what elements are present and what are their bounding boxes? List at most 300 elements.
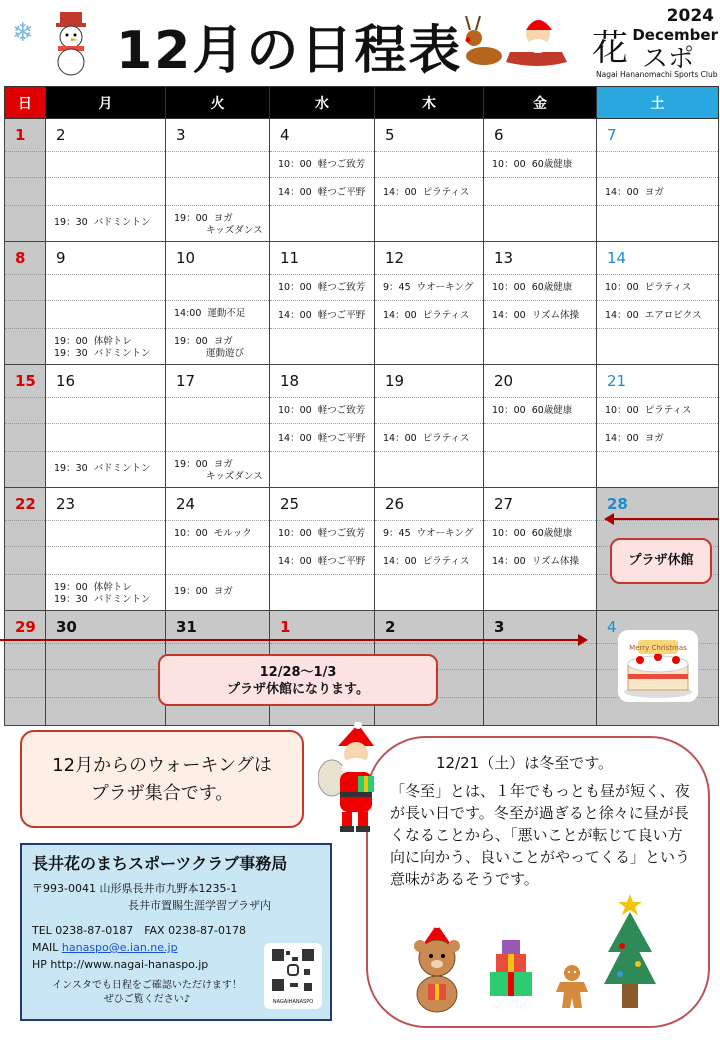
day-number: 19 [385,372,405,390]
day-cell[interactable] [597,365,719,488]
event-item [383,282,473,294]
slot-divider [5,274,45,275]
week-row [5,119,719,242]
day-number: 11 [280,249,300,267]
event-name: ピラティス [644,282,692,293]
slot-divider [5,643,45,644]
event-item [278,159,365,171]
slot-divider [375,151,483,152]
event-time: 14：00 [492,556,526,567]
event-item [278,310,365,322]
slot-divider [597,177,718,178]
day-cell[interactable] [270,242,375,365]
day-cell[interactable] [46,242,166,365]
office-info [20,843,332,1021]
slot-divider [46,151,165,152]
event-item [54,463,151,475]
day-cell[interactable] [375,488,484,611]
slot-divider [270,451,374,452]
event-time: 14：00 [383,187,417,198]
slot-divider [5,151,45,152]
slot-divider [484,274,596,275]
event-time: 9：45 [383,282,411,293]
day-number: 29 [15,618,36,636]
cake-label: Merry Christmas [629,644,687,652]
event-time: 10：00 [605,405,639,416]
slot-divider [46,520,165,521]
event-time: 10：00 [492,159,526,170]
event-item [383,528,473,540]
event-time: 14：00 [383,310,417,321]
christmas-tree-icon [602,894,658,1018]
slot-divider [270,177,374,178]
slot-divider [46,574,165,575]
slot-divider [270,574,374,575]
event-item [174,528,252,540]
header [0,0,720,84]
event-time: 14：00 [278,310,312,321]
slot-divider [484,520,596,521]
event-name: 60歳健康 [531,159,573,170]
day-cell[interactable] [597,119,719,242]
event-time: 19：00 [54,582,88,593]
weekday-header: 金 [484,87,597,119]
event-item [492,310,579,322]
day-cell[interactable] [46,365,166,488]
walking-line2: プラザ集合です。 [90,783,234,804]
event-item [492,528,572,540]
event-item [383,310,469,322]
slot-divider [597,151,718,152]
closed-period-text: プラザ休館になります。 [227,682,369,697]
slot-divider [375,397,483,398]
winter-title: 12/21（土）は冬至です。 [436,754,614,772]
slot-divider [484,697,596,698]
weekday-header: 火 [166,87,270,119]
day-number: 5 [385,126,395,144]
christmas-cake-icon [618,630,698,702]
slot-divider [375,274,483,275]
day-cell[interactable] [5,119,46,242]
slot-divider [375,643,483,644]
event-time: 10：00 [278,282,312,293]
day-cell[interactable] [484,242,597,365]
event-item [492,556,579,568]
day-number: 30 [56,618,77,636]
event-item [54,217,151,229]
office-address1: 〒993-0041 山形県長井市九野本1235-1 [32,882,238,895]
weekday-header: 月 [46,87,166,119]
event-item [605,282,691,294]
day-cell[interactable] [270,488,375,611]
slot-divider [270,520,374,521]
day-cell[interactable] [166,242,270,365]
slot-divider [5,574,45,575]
slot-divider [166,574,269,575]
qr-label: NAGAIHANASPO [272,999,314,1005]
event-time: 10：00 [278,159,312,170]
day-number: 4 [607,618,617,636]
day-cell[interactable] [484,365,597,488]
weekday-header-row [5,87,719,119]
day-cell[interactable] [46,611,166,726]
day-number: 3 [176,126,186,144]
event-item [492,282,572,294]
day-cell[interactable] [484,119,597,242]
slot-divider [270,274,374,275]
event-time: 14：00 [278,433,312,444]
event-time: 10：00 [605,282,639,293]
event-name: キッズダンス [206,225,263,236]
day-number: 4 [280,126,290,144]
logo-month: December [632,26,718,44]
slot-divider [597,423,718,424]
slot-divider [46,274,165,275]
day-cell[interactable] [166,488,270,611]
day-number: 1 [280,618,291,636]
mail-label: MAIL [32,941,62,954]
day-number: 25 [280,495,300,513]
snowman-icon [46,12,96,76]
day-cell[interactable] [46,119,166,242]
slot-divider [484,177,596,178]
event-time: 14：00 [605,187,639,198]
event-item [174,213,263,237]
event-name: 軽つご平野 [317,433,366,444]
event-time: 10：00 [278,405,312,416]
event-name: 軽つご致芳 [317,159,366,170]
week-row [5,365,719,488]
day-cell[interactable] [5,611,46,726]
event-time: 19：30 [54,463,88,474]
slot-divider [270,328,374,329]
slot-divider [46,328,165,329]
slot-divider [166,205,269,206]
slot-divider [270,397,374,398]
slot-divider [597,397,718,398]
event-name: ピラティス [422,556,470,567]
event-time: 14：00 [278,556,312,567]
event-name: 軽つご致芳 [317,405,366,416]
mail-link[interactable]: hanaspo@e.ian.ne.jp [61,941,178,954]
event-name: ピラティス [422,187,470,198]
event-name: ヨガ [213,586,233,597]
slot-divider [484,669,596,670]
office-tel: TEL 0238-87-0187 FAX 0238-87-0178 [32,924,247,937]
slot-divider [375,300,483,301]
slot-divider [270,151,374,152]
day-cell[interactable] [484,488,597,611]
event-name: ヨガ [213,213,233,224]
event-item [605,405,691,417]
slot-divider [46,177,165,178]
slot-divider [484,546,596,547]
gingerbread-icon [552,964,592,1010]
event-name: 60歳健康 [531,528,573,539]
event-name: バドミントン [93,348,151,359]
day-cell[interactable] [5,488,46,611]
santa-reindeer-icon [462,12,572,74]
event-name: リズム体操 [531,310,579,321]
logo-kana: スポ [642,44,695,74]
walking-notice [20,730,304,828]
slot-divider [5,205,45,206]
weekday-header: 日 [5,87,46,119]
slot-divider [484,397,596,398]
slot-divider [5,397,45,398]
plaza-closed-note: プラザ休館 [610,538,712,584]
weekday-header: 土 [597,87,719,119]
slot-divider [484,574,596,575]
slot-divider [166,423,269,424]
slot-divider [166,177,269,178]
presents-icon [486,938,536,998]
event-item [383,433,469,445]
day-number: 18 [280,372,300,390]
event-time: 19：00 [54,336,88,347]
event-name: ウオーキング [416,528,474,539]
slot-divider [46,669,165,670]
slot-divider [5,328,45,329]
slot-divider [5,423,45,424]
event-time: 19：00 [174,459,208,470]
event-time: 19：00 [174,586,208,597]
event-time: 19：30 [54,217,88,228]
event-item [383,556,469,568]
day-cell[interactable] [166,365,270,488]
event-time: 19：00 [174,336,208,347]
day-number: 20 [494,372,514,390]
event-item [605,433,664,445]
slot-divider [270,643,374,644]
slot-divider [597,451,718,452]
day-number: 17 [176,372,196,390]
event-name: バドミントン [93,463,151,474]
slot-divider [5,697,45,698]
day-cell[interactable] [270,365,375,488]
arrow-right-line [0,639,578,641]
event-time: 9：45 [383,528,411,539]
slot-divider [375,423,483,424]
winter-solstice-bubble [366,736,710,1028]
day-number: 23 [56,495,76,513]
event-time: 14：00 [278,187,312,198]
event-name: ヨガ [644,433,664,444]
slot-divider [46,546,165,547]
slot-divider [5,669,45,670]
day-number: 14 [607,249,627,267]
slot-divider [166,274,269,275]
slot-divider [166,397,269,398]
event-name: ヨガ [644,187,664,198]
slot-divider [5,520,45,521]
slot-divider [166,151,269,152]
day-number: 8 [15,249,26,267]
bear-santa-icon [408,924,466,1016]
slot-divider [270,546,374,547]
day-cell[interactable] [375,242,484,365]
event-name: エアロビクス [644,310,702,321]
event-name: ピラティス [644,405,692,416]
event-name: 軽つご平野 [317,310,366,321]
event-item [278,282,365,294]
slot-divider [166,328,269,329]
logo-club-name: Nagai Hananomachi Sports Club [596,70,718,79]
event-time: 14：00 [492,310,526,321]
day-number: 1 [15,126,26,144]
slot-divider [375,328,483,329]
event-name: ウオーキング [416,282,474,293]
calendar-table [4,86,719,726]
slot-divider [46,697,165,698]
event-item [278,433,365,445]
event-item [492,159,572,171]
slot-divider [375,546,483,547]
snowflake-icon: ❄ [12,18,34,48]
event-item [383,187,469,199]
closed-period-dates: 12/28〜1/3 [259,665,337,680]
event-item [605,310,702,322]
santa-icon [318,722,384,834]
slot-divider [270,423,374,424]
slot-divider [270,205,374,206]
event-item [492,405,572,417]
event-item [54,582,151,606]
event-time: 14：00 [605,433,639,444]
event-time: 14：00 [383,556,417,567]
slot-divider [166,643,269,644]
event-item [605,187,664,199]
slot-divider [270,300,374,301]
event-name: 軽つご致芳 [317,282,366,293]
event-item [174,308,245,320]
day-number: 16 [56,372,76,390]
page-title: 12月の日程表 [116,21,463,81]
office-name: 長井花のまちスポーツクラブ事務局 [32,854,288,873]
slot-divider [375,451,483,452]
event-time: 10：00 [492,282,526,293]
winter-body: 「冬至」とは、１年でもっとも昼が短く、夜が長い日です。冬至が過ぎると徐々に昼が長くなることから、「悪いことが転じて良い方向に向かう、良いことがやってくる」という意味があるそうです。 [390,782,691,888]
slot-divider [46,300,165,301]
day-cell[interactable] [375,119,484,242]
slot-divider [5,300,45,301]
event-time: 10：00 [492,528,526,539]
event-time: 14:00 [174,308,202,319]
day-number: 28 [607,495,628,513]
event-time: 10：00 [278,528,312,539]
slot-divider [46,451,165,452]
slot-divider [46,205,165,206]
instagram-line2: ぜひご覧ください♪ [103,994,191,1005]
weekday-header: 木 [375,87,484,119]
instagram-note [32,979,262,1007]
club-logo [590,4,718,82]
event-item [174,459,263,483]
day-number: 6 [494,126,504,144]
slot-divider [375,574,483,575]
event-item [278,405,365,417]
slot-divider [46,423,165,424]
day-cell[interactable] [46,488,166,611]
event-name: リズム体操 [531,556,579,567]
closed-period-note [158,654,438,706]
event-time: 10：00 [174,528,208,539]
day-number: 3 [494,618,505,636]
slot-divider [597,300,718,301]
day-number: 7 [607,126,617,144]
event-name: 60歳健康 [531,405,573,416]
event-item [278,528,365,540]
slot-divider [5,451,45,452]
event-time: 10：00 [492,405,526,416]
event-name: 軽つご致芳 [317,528,366,539]
slot-divider [375,205,483,206]
day-cell[interactable] [375,365,484,488]
slot-divider [5,546,45,547]
instagram-qr-code[interactable] [264,943,322,1009]
event-time: 19：30 [54,348,88,359]
event-time: 19：30 [54,594,88,605]
day-cell[interactable] [166,119,270,242]
week-row [5,242,719,365]
event-item [278,556,365,568]
day-number: 2 [385,618,396,636]
office-hp: HP http://www.nagai-hanaspo.jp [32,958,209,971]
slot-divider [484,300,596,301]
day-number: 9 [56,249,66,267]
event-name: ピラティス [422,433,470,444]
event-name: 体幹トレ [93,582,132,593]
slot-divider [597,520,718,521]
day-number: 27 [494,495,514,513]
day-cell[interactable] [270,119,375,242]
qr-code-icon [264,943,322,995]
day-number: 26 [385,495,405,513]
day-number: 22 [15,495,36,513]
event-name: ヨガ [213,459,233,470]
event-name: 軽つご平野 [317,556,366,567]
slot-divider [46,643,165,644]
event-time: 14：00 [605,310,639,321]
slot-divider [484,423,596,424]
slot-divider [46,397,165,398]
slot-divider [597,328,718,329]
event-name: バドミントン [93,594,151,605]
day-number: 10 [176,249,196,267]
event-name: キッズダンス [206,471,263,482]
slot-divider [484,328,596,329]
day-cell[interactable] [597,242,719,365]
logo-year: 2024 [666,6,714,26]
day-cell[interactable] [5,365,46,488]
event-name: 運動不足 [207,308,246,319]
slot-divider [375,177,483,178]
day-cell[interactable] [484,611,597,726]
slot-divider [166,451,269,452]
slot-divider [597,205,718,206]
arrow-left-line [612,518,718,520]
day-cell[interactable] [5,242,46,365]
event-item [278,187,365,199]
slot-divider [484,451,596,452]
logo-kanji: 花 [592,28,629,69]
day-number: 15 [15,372,36,390]
slot-divider [166,520,269,521]
walking-line1: 12月からのウォーキングは [52,755,272,776]
day-number: 13 [494,249,514,267]
event-name: 60歳健康 [531,282,573,293]
day-number: 21 [607,372,627,390]
